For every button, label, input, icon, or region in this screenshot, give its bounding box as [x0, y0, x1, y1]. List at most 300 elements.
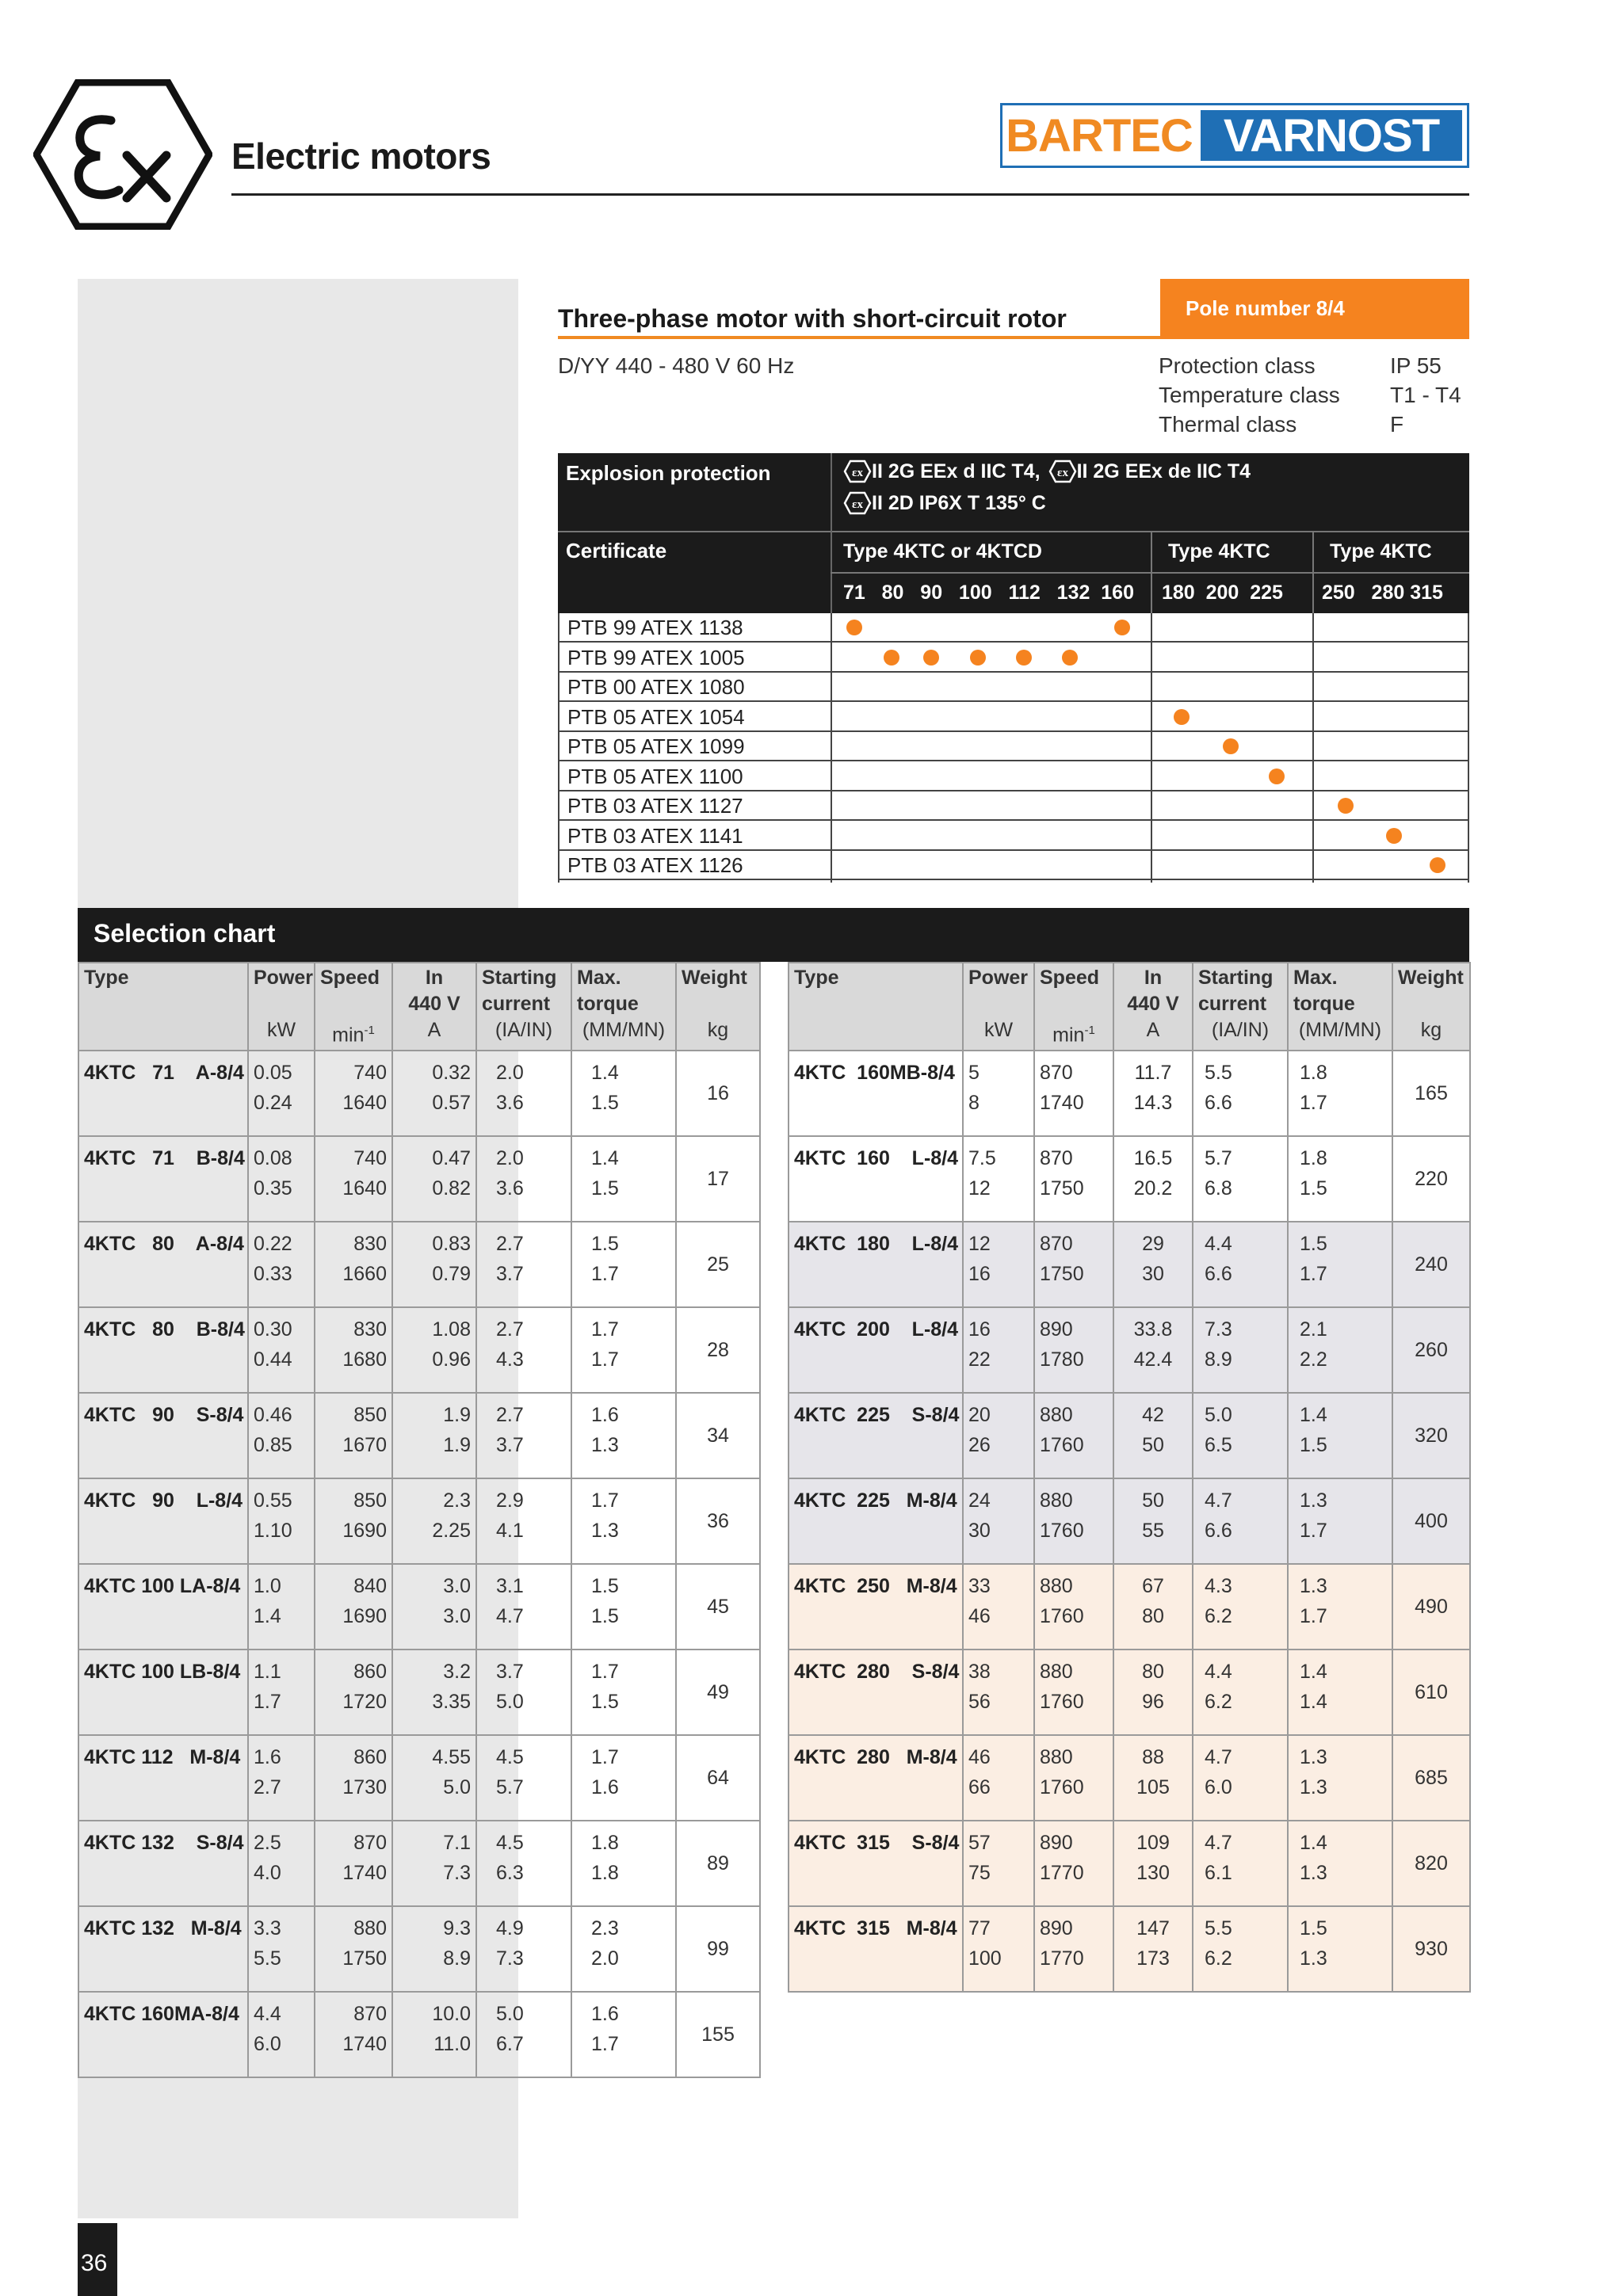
cell-value: 0.82 [432, 1177, 471, 1200]
cell-value: 46 [968, 1746, 991, 1769]
certificate-number: PTB 05 ATEX 1099 [567, 734, 745, 758]
cell-in [1113, 1393, 1193, 1478]
cell-value: 8.9 [1205, 1348, 1232, 1371]
cell-value: 80 [1142, 1605, 1164, 1628]
cell-start [476, 1906, 571, 1992]
cell-value: 57 [968, 1832, 991, 1855]
cell-start [476, 1393, 571, 1478]
cell-weight: 28 [676, 1307, 760, 1393]
cell-torque [1288, 1136, 1392, 1222]
column-header-label: Weight [1398, 967, 1464, 989]
cell-value: 1760 [1040, 1605, 1084, 1628]
cell-value: 1.5 [591, 1233, 619, 1256]
cell-value: 830 [353, 1318, 387, 1341]
cell-value: 2.3 [443, 1489, 471, 1512]
cell-power [248, 1051, 315, 1136]
cell-in [392, 1307, 476, 1393]
cell-weight: 89 [676, 1821, 760, 1906]
cell-value: 1740 [342, 1862, 387, 1885]
cell-value: 1.5 [1300, 1177, 1327, 1200]
type-group-label: Type 4KTC [1330, 540, 1432, 563]
motor-type: 4KTC 80 B-8/4 [78, 1307, 248, 1393]
cell-value: 1750 [1040, 1177, 1084, 1200]
cell-torque [571, 1222, 676, 1307]
cell-weight: 17 [676, 1136, 760, 1222]
spec-value: F [1390, 412, 1404, 437]
motor-type: 4KTC 180 L-8/4 [789, 1222, 963, 1307]
cell-value: 1.3 [1300, 1746, 1327, 1769]
cell-value: 0.47 [432, 1147, 471, 1170]
cell-power [963, 1393, 1034, 1478]
cell-speed [1034, 1136, 1113, 1222]
cell-torque [1288, 1393, 1392, 1478]
cell-value: 6.1 [1205, 1862, 1232, 1885]
column-header [963, 963, 1034, 1051]
cell-value: 1770 [1040, 1862, 1084, 1885]
cell-torque [571, 1307, 676, 1393]
cell-value: 10.0 [432, 2003, 471, 2026]
cell-value: 3.7 [496, 1263, 524, 1286]
cell-value: 11.0 [433, 2033, 471, 2056]
table-row [789, 1307, 1470, 1393]
cell-value: 1660 [342, 1263, 387, 1286]
cell-value: 1.7 [591, 1318, 619, 1341]
cell-in [392, 1992, 476, 2077]
cell-value: 11.7 [1134, 1062, 1172, 1085]
column-header-label [794, 991, 957, 1017]
certificate-row [559, 643, 1468, 673]
column-unit: (MM/MN) [1298, 1019, 1382, 1041]
cell-weight: 320 [1392, 1393, 1470, 1478]
cell-value: 6.6 [1205, 1520, 1232, 1543]
cell-speed [315, 1478, 392, 1564]
cell-torque [571, 1735, 676, 1821]
cell-power [248, 1906, 315, 1992]
table-row [78, 1650, 760, 1735]
cell-speed [315, 1051, 392, 1136]
cell-value: 77 [968, 1917, 991, 1940]
cell-value: 1.5 [1300, 1434, 1327, 1457]
ex-hexagon-icon [1048, 460, 1077, 483]
cell-value: 1.6 [591, 2003, 619, 2026]
cell-value: 46 [968, 1605, 991, 1628]
cell-value: 1.9 [443, 1434, 471, 1457]
table-row [789, 1478, 1470, 1564]
cell-value: 3.0 [443, 1575, 471, 1598]
cell-weight: 25 [676, 1222, 760, 1307]
table-row [78, 1222, 760, 1307]
motor-type: 4KTC 315 S-8/4 [789, 1821, 963, 1906]
page-number: 36 [78, 2223, 117, 2296]
cell-value: 147 [1136, 1917, 1170, 1940]
cell-value: 3.7 [496, 1434, 524, 1457]
cell-value: 1.6 [591, 1776, 619, 1799]
cell-value: 870 [1040, 1062, 1073, 1085]
column-header-label: torque [577, 993, 639, 1015]
table-row [78, 1478, 760, 1564]
spec-value: T1 - T4 [1390, 383, 1461, 407]
cell-value: 1.3 [1300, 1489, 1327, 1512]
cell-value: 16 [968, 1318, 991, 1341]
divider [1312, 531, 1314, 613]
certificate-number: PTB 03 ATEX 1141 [567, 823, 743, 848]
cell-value: 3.35 [432, 1691, 471, 1714]
motor-type: 4KTC 225 M-8/4 [789, 1478, 963, 1564]
cell-value: 0.05 [254, 1062, 292, 1085]
column-header-label: Power [968, 967, 1029, 989]
column-header [1288, 963, 1392, 1051]
cell-start [476, 1650, 571, 1735]
cell-power [248, 1992, 315, 2077]
cell-power [248, 1564, 315, 1650]
motor-type: 4KTC 100 LB-8/4 [78, 1650, 248, 1735]
column-header-label: Type [84, 967, 129, 989]
motor-type: 4KTC 200 L-8/4 [789, 1307, 963, 1393]
cell-start [1193, 1906, 1288, 1992]
certificate-row [559, 851, 1468, 880]
cell-value: 1.3 [1300, 1862, 1327, 1885]
column-header-label: Speed [1040, 967, 1100, 989]
cell-value: 1.4 [1300, 1661, 1327, 1684]
cell-value: 100 [968, 1947, 1002, 1970]
svg-text:εx: εx [852, 467, 863, 479]
cell-value: 7.1 [443, 1832, 471, 1855]
cell-start [1193, 1735, 1288, 1821]
cell-value: 1.8 [1300, 1147, 1327, 1170]
cell-value: 1.4 [1300, 1691, 1327, 1714]
cell-value: 50 [1142, 1489, 1164, 1512]
table-row [78, 1393, 760, 1478]
cell-torque [571, 1478, 676, 1564]
cell-power [963, 1735, 1034, 1821]
divider [1151, 531, 1152, 613]
cell-speed [1034, 1478, 1113, 1564]
cell-value: 1.1 [254, 1661, 281, 1684]
header-rule [231, 193, 1469, 196]
cell-weight: 64 [676, 1735, 760, 1821]
cell-value: 2.5 [254, 1832, 281, 1855]
cell-in [392, 1564, 476, 1650]
cell-value: 870 [1040, 1233, 1073, 1256]
cell-weight: 240 [1392, 1222, 1470, 1307]
certificate-row [559, 822, 1468, 851]
cell-value: 1.3 [1300, 1575, 1327, 1598]
cell-value: 24 [968, 1489, 991, 1512]
column-header-label: Power [254, 967, 314, 989]
cell-value: 88 [1142, 1746, 1164, 1769]
cell-value: 4.7 [1205, 1746, 1232, 1769]
cell-value: 6.0 [1205, 1776, 1232, 1799]
cell-value: 1.3 [1300, 1947, 1327, 1970]
cell-value: 1750 [1040, 1263, 1084, 1286]
column-unit [84, 1017, 242, 1043]
cell-weight: 260 [1392, 1307, 1470, 1393]
cell-value: 1750 [342, 1947, 387, 1970]
brand-right-text: VARNOST [1201, 110, 1462, 161]
cell-value: 1.8 [591, 1832, 619, 1855]
motor-type: 4KTC 90 L-8/4 [78, 1478, 248, 1564]
cell-value: 2.2 [1300, 1348, 1327, 1371]
cell-start [1193, 1478, 1288, 1564]
cell-value: 5.0 [1205, 1404, 1232, 1427]
cell-value: 55 [1142, 1520, 1164, 1543]
cell-value: 1640 [342, 1092, 387, 1115]
spec-label: Thermal class [1159, 412, 1297, 437]
cell-value: 1.8 [1300, 1062, 1327, 1085]
cell-torque [1288, 1307, 1392, 1393]
cell-weight: 155 [676, 1992, 760, 2077]
cell-start [476, 1307, 571, 1393]
cell-value: 0.83 [432, 1233, 471, 1256]
cell-value: 1.6 [254, 1746, 281, 1769]
certificate-row [559, 732, 1468, 761]
cell-speed [1034, 1222, 1113, 1307]
cell-value: 75 [968, 1862, 991, 1885]
cell-start [476, 1222, 571, 1307]
column-header-label: In [425, 967, 444, 989]
cell-in [392, 1222, 476, 1307]
cell-value: 1.3 [1300, 1776, 1327, 1799]
column-header [1392, 963, 1470, 1051]
cell-value: 1720 [342, 1691, 387, 1714]
cell-start [1193, 1650, 1288, 1735]
cell-value: 0.33 [254, 1263, 292, 1286]
cell-weight: 610 [1392, 1650, 1470, 1735]
column-header-label: In [1144, 967, 1163, 989]
cell-power [963, 1307, 1034, 1393]
cell-value: 7.5 [968, 1147, 996, 1170]
motor-type: 4KTC 280 S-8/4 [789, 1650, 963, 1735]
cell-power [963, 1821, 1034, 1906]
certificate-row [559, 703, 1468, 732]
cell-power [963, 1478, 1034, 1564]
cell-start [476, 1051, 571, 1136]
cell-value: 1.4 [591, 1147, 619, 1170]
cell-start [1193, 1051, 1288, 1136]
type-group-label: Type 4KTC [1168, 540, 1270, 563]
cell-weight: 820 [1392, 1821, 1470, 1906]
cell-value: 4.4 [1205, 1661, 1232, 1684]
cell-value: 1760 [1040, 1776, 1084, 1799]
cell-value: 7.3 [1205, 1318, 1232, 1341]
column-header [1034, 963, 1113, 1051]
table-row [789, 1821, 1470, 1906]
cell-value: 870 [1040, 1147, 1073, 1170]
cell-value: 6.6 [1205, 1092, 1232, 1115]
svg-text:εx: εx [1056, 467, 1068, 479]
column-header [571, 963, 676, 1051]
column-header-label [1398, 991, 1465, 1017]
cell-value: 890 [1040, 1832, 1073, 1855]
cell-value: 850 [353, 1404, 387, 1427]
cell-value: 4.7 [496, 1605, 524, 1628]
product-title-underline [558, 336, 1160, 339]
cell-in [1113, 1051, 1193, 1136]
cell-power [248, 1650, 315, 1735]
cell-value: 0.35 [254, 1177, 292, 1200]
cell-power [963, 1222, 1034, 1307]
cell-value: 3.0 [443, 1605, 471, 1628]
table-row [78, 1992, 760, 2077]
cell-value: 4.1 [496, 1520, 524, 1543]
cell-torque [571, 1906, 676, 1992]
cell-value: 3.6 [496, 1092, 524, 1115]
cell-value: 4.7 [1205, 1832, 1232, 1855]
spec-label: Temperature class [1159, 383, 1340, 407]
motor-type: 4KTC 112 M-8/4 [78, 1735, 248, 1821]
cell-power [963, 1136, 1034, 1222]
cell-value: 6.6 [1205, 1263, 1232, 1286]
cell-value: 38 [968, 1661, 991, 1684]
cell-value: 1.4 [254, 1605, 281, 1628]
cell-value: 12 [968, 1233, 991, 1256]
column-header-label: current [482, 993, 551, 1015]
cell-in [392, 1906, 476, 1992]
cell-value: 0.30 [254, 1318, 292, 1341]
column-header-label: 440 V [408, 993, 460, 1015]
cell-value: 30 [968, 1520, 991, 1543]
cell-value: 2.7 [496, 1233, 524, 1256]
table-row [789, 1222, 1470, 1307]
cell-value: 14.3 [1133, 1092, 1173, 1115]
cell-torque [571, 1136, 676, 1222]
table-row [78, 1051, 760, 1136]
motor-type: 4KTC 100 LA-8/4 [78, 1564, 248, 1650]
cell-value: 1.7 [1300, 1092, 1327, 1115]
cell-value: 4.4 [1205, 1233, 1232, 1256]
cell-in [392, 1478, 476, 1564]
certificate-label: Certificate [566, 539, 667, 563]
cell-value: 5.0 [443, 1776, 471, 1799]
cell-in [1113, 1564, 1193, 1650]
cell-in [1113, 1821, 1193, 1906]
cell-power [963, 1564, 1034, 1650]
certificate-dot-112 [1016, 650, 1032, 666]
cell-in [392, 1735, 476, 1821]
motor-type: 4KTC 132 S-8/4 [78, 1821, 248, 1906]
cell-value: 2.25 [432, 1520, 471, 1543]
certificate-row [559, 791, 1468, 821]
explosion-protection-label: Explosion protection [566, 461, 771, 485]
motor-type: 4KTC 90 S-8/4 [78, 1393, 248, 1478]
cell-speed [315, 1992, 392, 2077]
column-header-label: Starting [482, 967, 557, 989]
column-header-label: Starting [1198, 967, 1274, 989]
cell-speed [1034, 1051, 1113, 1136]
cell-power [248, 1821, 315, 1906]
table-row [789, 1735, 1470, 1821]
cell-value: 1770 [1040, 1947, 1084, 1970]
motor-type: 4KTC 132 M-8/4 [78, 1906, 248, 1992]
column-header-label [682, 991, 754, 1017]
table-row [78, 1136, 760, 1222]
cell-value: 1.7 [591, 1746, 619, 1769]
table-row [789, 1393, 1470, 1478]
column-unit [794, 1017, 957, 1043]
motor-type: 4KTC 280 M-8/4 [789, 1735, 963, 1821]
selection-table-right [788, 962, 1471, 1993]
cell-torque [1288, 1821, 1392, 1906]
cell-torque [1288, 1735, 1392, 1821]
cell-speed [315, 1564, 392, 1650]
cell-value: 0.24 [254, 1092, 292, 1115]
column-unit: kg [1420, 1019, 1442, 1041]
cell-speed [315, 1650, 392, 1735]
cell-value: 6.3 [496, 1862, 524, 1885]
column-header-label [968, 991, 1029, 1017]
cell-start [1193, 1222, 1288, 1307]
cell-torque [1288, 1478, 1392, 1564]
motor-type: 4KTC 225 S-8/4 [789, 1393, 963, 1478]
cell-torque [1288, 1051, 1392, 1136]
cell-value: 1680 [342, 1348, 387, 1371]
column-unit: $\min^{-1}$ [1052, 1024, 1095, 1047]
cell-speed [315, 1393, 392, 1478]
cell-value: 3.2 [443, 1661, 471, 1684]
certificate-dot-280 [1386, 828, 1402, 844]
column-header-label: Type [794, 967, 839, 989]
cell-in [1113, 1136, 1193, 1222]
cell-torque [1288, 1222, 1392, 1307]
cell-value: 6.8 [1205, 1177, 1232, 1200]
cell-value: 830 [353, 1233, 387, 1256]
cell-speed [315, 1735, 392, 1821]
selection-chart-title: Selection chart [94, 919, 276, 948]
cell-value: 2.0 [591, 1947, 619, 1970]
cell-in [392, 1821, 476, 1906]
certificate-dot-160 [1114, 620, 1130, 635]
cell-value: 850 [353, 1489, 387, 1512]
cell-value: 880 [1040, 1746, 1073, 1769]
cell-torque [571, 1393, 676, 1478]
table-row [789, 1564, 1470, 1650]
cell-value: 880 [1040, 1404, 1073, 1427]
explosion-protection-line2 [843, 491, 1046, 515]
motor-type: 4KTC 315 M-8/4 [789, 1906, 963, 1992]
cell-in [1113, 1735, 1193, 1821]
column-header-label: torque [1293, 993, 1355, 1015]
cell-value: 4.7 [1205, 1489, 1232, 1512]
cell-weight: 36 [676, 1478, 760, 1564]
cell-value: 860 [353, 1661, 387, 1684]
cell-value: 880 [353, 1917, 387, 1940]
cell-value: 1.5 [591, 1575, 619, 1598]
column-header [78, 963, 248, 1051]
motor-type: 4KTC 160MA-8/4 [78, 1992, 248, 2077]
table-row [78, 1564, 760, 1650]
pole-number-badge: Pole number 8/4 [1160, 279, 1469, 339]
frame-sizes: 250 280 315 [1322, 582, 1443, 604]
cell-start [476, 1735, 571, 1821]
cell-value: 8.9 [443, 1947, 471, 1970]
column-header-label [254, 991, 309, 1017]
cell-start [1193, 1393, 1288, 1478]
cell-value: 1.5 [591, 1092, 619, 1115]
cell-value: 2.0 [496, 1062, 524, 1085]
cell-value: 7.3 [443, 1862, 471, 1885]
certificate-number: PTB 05 ATEX 1100 [567, 764, 743, 788]
cell-weight: 220 [1392, 1136, 1470, 1222]
cell-value: 130 [1136, 1862, 1170, 1885]
cell-start [1193, 1136, 1288, 1222]
cell-value: 740 [353, 1147, 387, 1170]
cell-value: 2.0 [496, 1147, 524, 1170]
cell-value: 880 [1040, 1575, 1073, 1598]
cell-value: 1670 [342, 1434, 387, 1457]
cell-value: 890 [1040, 1318, 1073, 1341]
cell-value: 96 [1142, 1691, 1164, 1714]
cell-value: 860 [353, 1746, 387, 1769]
